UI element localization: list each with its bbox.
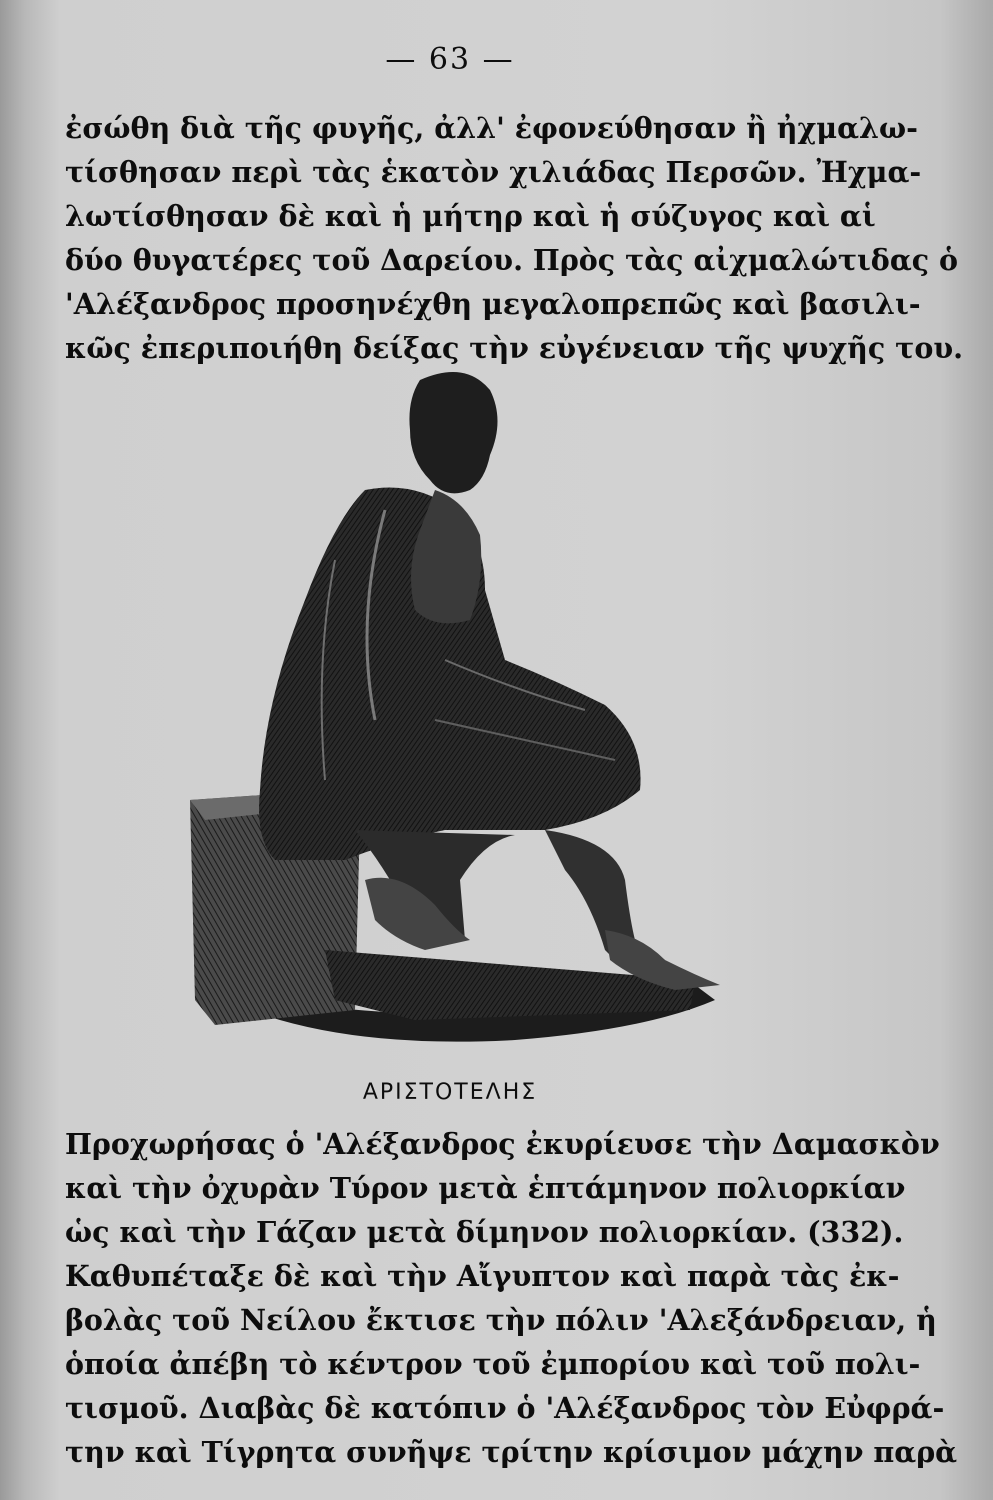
bottom-paragraph [65, 1122, 958, 1474]
top-paragraph [65, 106, 964, 370]
aristotle-statue-illustration [185, 360, 730, 1060]
text-line: ὁποία ἀπέβη τὸ κέντρον τοῦ ἐμπορίου καὶ τοῦ πολι- [65, 1347, 921, 1381]
text-line: βολὰς τοῦ Νείλου ἔκτισε τὴν πόλιν 'Αλεξάνδρειαν, ἡ [65, 1303, 937, 1337]
text-line: κῶς ἐπεριποιήθη δείξας τὴν εὐγένειαν τῆς ψυχῆς του. [65, 331, 964, 365]
text-line: λωτίσθησαν δὲ καὶ ἡ μήτηρ καὶ ἡ σύζυγος καὶ αἱ [65, 199, 876, 233]
text-line: 'Αλέξανδρος προσηνέχθη μεγαλοπρεπῶς καὶ βασιλι- [65, 287, 921, 321]
text-line: δύο θυγατέρες τοῦ Δαρείου. Πρὸς τὰς αἰχμαλώτιδας ὁ [65, 243, 959, 277]
seated-statue-icon [185, 360, 730, 1060]
figure-caption: ΑΡΙΣΤΟΤΕΛΗΣ [362, 1080, 538, 1105]
page-number: — 63 — [385, 42, 515, 77]
text-line: τισμοῦ. Διαβὰς δὲ κατόπιν ὁ 'Αλέξανδρος τὸν Εὐφρά- [65, 1391, 945, 1425]
text-line: τίσθησαν περὶ τὰς ἑκατὸν χιλιάδας Περσῶν. Ἠχμα- [65, 155, 922, 189]
text-line: καὶ τὴν ὀχυρὰν Τύρον μετὰ ἑπτάμηνον πολιορκίαν [65, 1171, 906, 1205]
text-line: ὡς καὶ τὴν Γάζαν μετὰ δίμηνον πολιορκίαν. (332). [65, 1215, 904, 1249]
text-line: την καὶ Τίγρητα συνῆψε τρίτην κρίσιμον μάχην παρὰ [65, 1435, 958, 1469]
text-line: ἐσώθη διὰ τῆς φυγῆς, ἀλλ' ἐφονεύθησαν ἢ ἠχμαλω- [65, 111, 919, 145]
text-line: Προχωρήσας ὁ 'Αλέξανδρος ἐκυρίευσε τὴν Δαμασκὸν [65, 1127, 940, 1161]
text-line: Καθυπέταξε δὲ καὶ τὴν Αἴγυπτον καὶ παρὰ τὰς ἐκ- [65, 1259, 900, 1293]
